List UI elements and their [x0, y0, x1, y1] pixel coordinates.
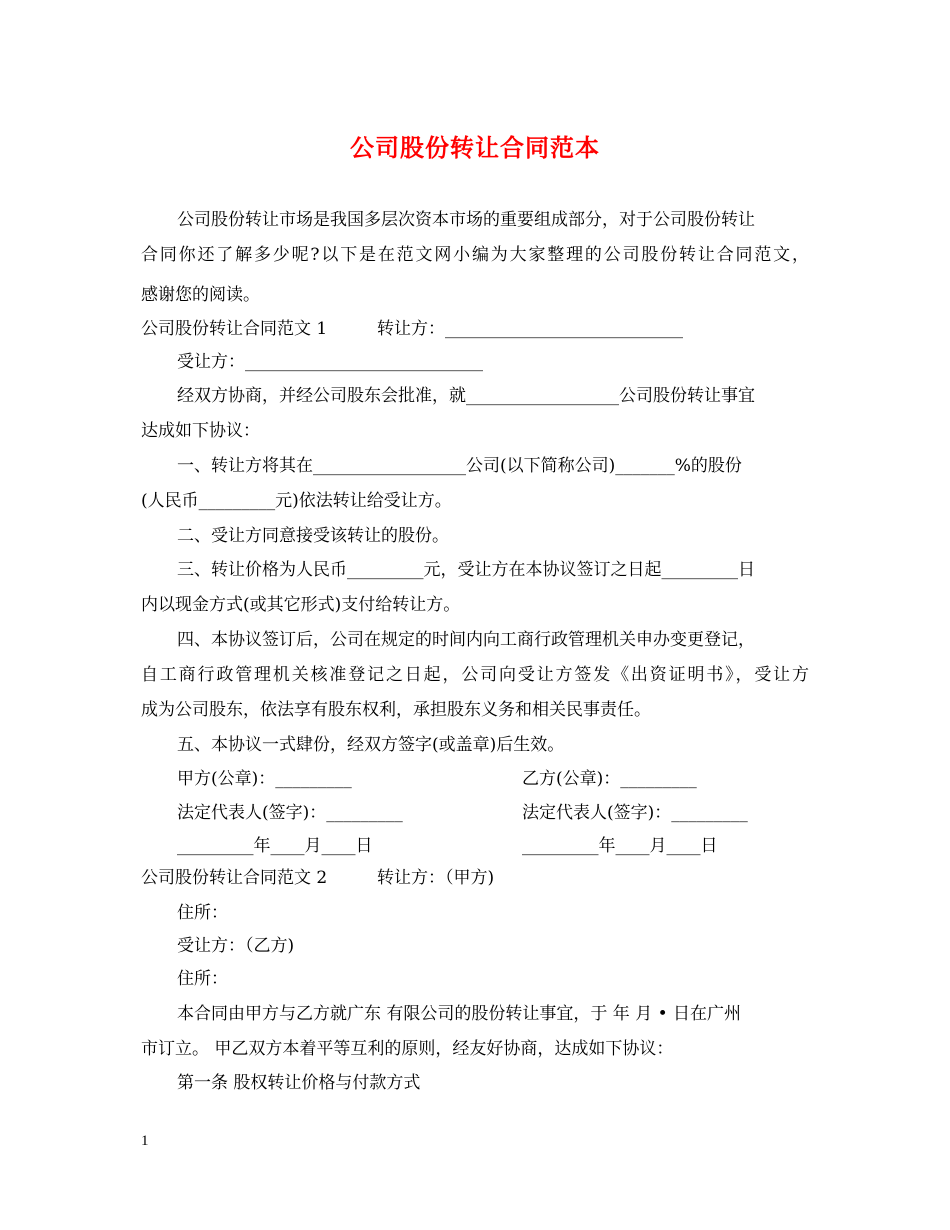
sample2-heading: 公司股份转让合同范文 2	[141, 868, 328, 888]
intro-line-2: 合同你还了解多少呢?以下是在范文网小编为大家整理的公司股份转让合同范文，	[141, 245, 809, 265]
sample1-clause1-line-1: 一、转让方将其在__________________公司(以下简称公司)_______%的股份	[177, 456, 742, 476]
intro-line-1: 公司股份转让市场是我国多层次资本市场的重要组成部分，对于公司股份转让	[177, 210, 755, 230]
sample1-transferee: 受让方：____________________________	[177, 352, 483, 372]
sample2-address-1: 住所：	[177, 903, 228, 923]
party-b-seal: 乙方(公章)：_________	[522, 769, 697, 789]
party-a-seal: 甲方(公章)：_________	[177, 769, 352, 789]
sample1-clause4-line-2: 自工商行政管理机关核准登记之日起，公司向受让方签发《出资证明书》，受让方	[141, 665, 809, 685]
sample1-clause3-line-1: 三、转让价格为人民币_________元，受让方在本协议签订之日起_________日	[177, 560, 755, 580]
sample1-clause4-line-1: 四、本协议签订后，公司在规定的时间内向工商行政管理机关申办变更登记，	[177, 630, 755, 650]
sample1-clause2: 二、受让方同意接受该转让的股份。	[177, 526, 449, 546]
sample1-heading: 公司股份转让合同范文 1	[141, 319, 328, 339]
sample2-preamble-line-1: 本合同由甲方与乙方就广东 有限公司的股份转让事宜，于 年 月 • 日在广州	[177, 1004, 742, 1024]
sample1-clause4-line-3: 成为公司股东，依法享有股东权利，承担股东义务和相关民事责任。	[141, 700, 651, 720]
sample1-transferor: 转让方：____________________________	[377, 319, 683, 339]
sample1-negotiation-line-1: 经双方协商，并经公司股东会批准，就__________________公司股份转让事宜	[177, 386, 755, 406]
sample2-preamble-line-2: 市订立。 甲乙双方本着平等互利的原则，经友好协商，达成如下协议：	[141, 1039, 674, 1059]
intro-line-3: 感谢您的阅读。	[141, 285, 260, 305]
sample2-transferee: 受让方：（乙方)	[177, 936, 295, 956]
party-a-date: _________年____月____日	[177, 836, 373, 856]
page-number: 1	[141, 1133, 149, 1149]
party-b-representative: 法定代表人(签字)：_________	[522, 803, 748, 823]
sample1-clause3-line-2: 内以现金方式(或其它形式)支付给转让方。	[141, 595, 461, 615]
party-a-representative: 法定代表人(签字)：_________	[177, 803, 403, 823]
sample2-transferor: 转让方：（甲方)	[377, 868, 495, 888]
sample1-clause1-line-2: (人民币_________元)依法转让给受让方。	[141, 491, 452, 511]
sample1-clause5: 五、本协议一式肆份，经双方签字(或盖章)后生效。	[177, 735, 565, 755]
sample2-address-2: 住所：	[177, 969, 228, 989]
sample2-article-1: 第一条 股权转让价格与付款方式	[177, 1073, 421, 1093]
document-title: 公司股份转让合同范本	[350, 133, 600, 162]
party-b-date: _________年____月____日	[522, 836, 718, 856]
sample1-negotiation-line-2: 达成如下协议：	[141, 421, 260, 441]
